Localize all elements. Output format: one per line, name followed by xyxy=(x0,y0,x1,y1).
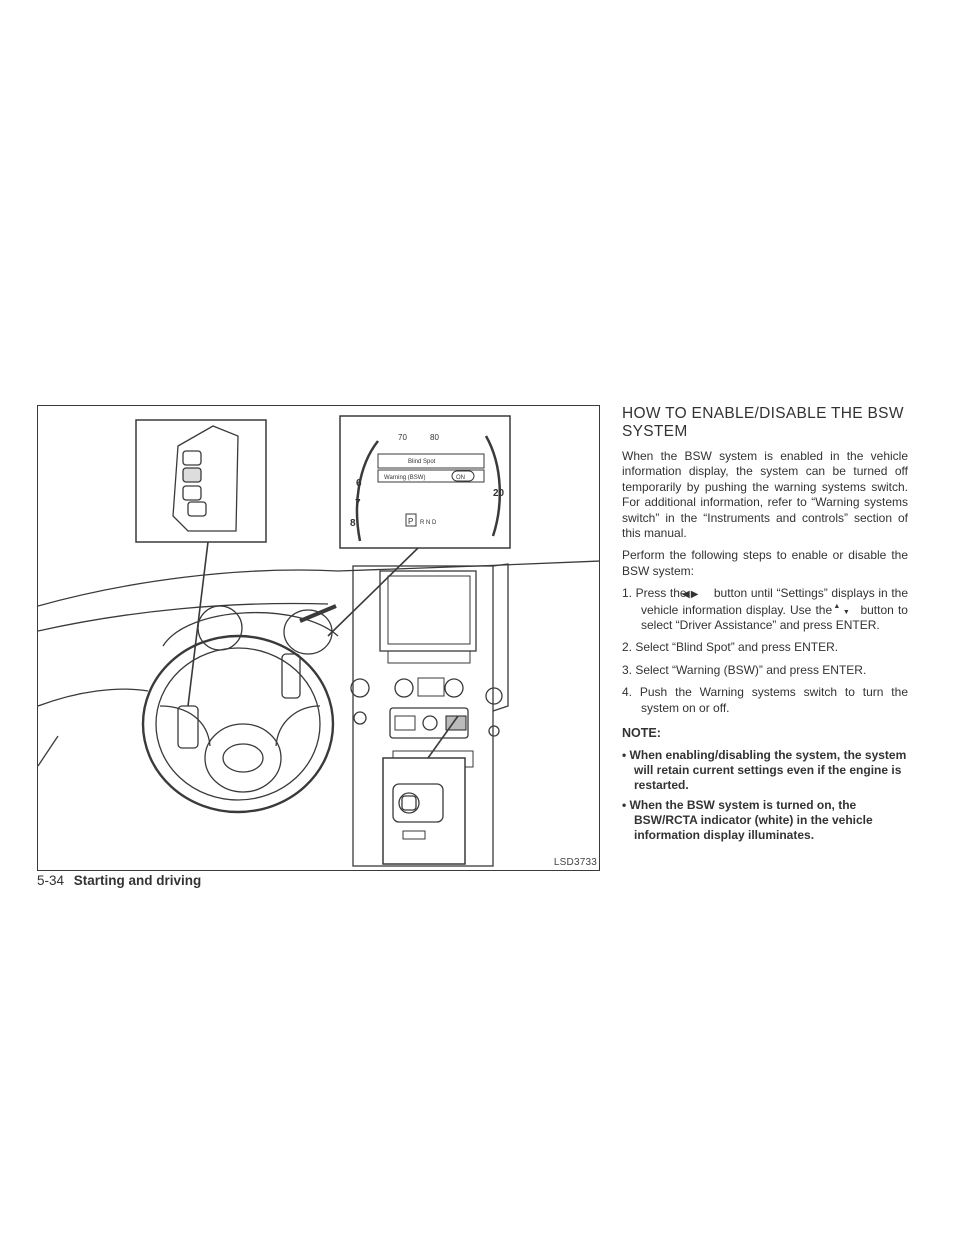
cluster-speed-b: 80 xyxy=(430,433,439,442)
step-1-part-a: 1. Press the xyxy=(622,586,687,601)
step-1-part-b: button until “Settings” displays in the vehicle information display. Use the xyxy=(641,586,909,617)
figure-code: LSD3733 xyxy=(553,857,597,868)
step-2: 2. Select “Blind Spot” and press ENTER. xyxy=(622,640,839,655)
step-1 xyxy=(622,586,908,633)
note-bullet-1: • When enabling/disabling the system, the system will retain current settings even if the engine is restarted. xyxy=(622,747,907,792)
dashboard-drawing xyxy=(38,406,600,871)
tach-6: 6 xyxy=(356,478,362,489)
cluster-gears: R N D xyxy=(420,520,437,526)
section-heading: HOW TO ENABLE/DISABLE THE BSW SYSTEM xyxy=(622,405,904,440)
cluster-gear-selected: P xyxy=(408,517,414,526)
dashboard-illustration xyxy=(37,405,600,871)
up-down-arrow-icon: ▲ ▼ xyxy=(833,603,850,617)
tach-7: 7 xyxy=(355,498,361,509)
text-column xyxy=(622,405,908,848)
step-3: 3. Select “Warning (BSW)” and press ENTER. xyxy=(622,662,867,677)
step-4: 4. Push the Warning systems switch to turn the system on or off. xyxy=(622,685,908,715)
tach-8: 8 xyxy=(350,518,356,529)
cluster-speed-a: 70 xyxy=(398,433,407,442)
intro-paragraph: When the BSW system is enabled in the vehicle information display, the system can be turned off temporarily by pushing the warning systems switch. For additional information, refer to “Warning systems switch” in the “Instruments and controls” section of this manual. xyxy=(622,449,908,541)
note-bullet-2: • When the BSW system is turned on, the BSW/RCTA indicator (white) in the vehicle information display illuminates. xyxy=(622,797,873,842)
section-name: Starting and driving xyxy=(73,873,202,888)
cluster-menu-title: Blind Spot xyxy=(408,459,436,465)
left-right-arrow-icon: ◀▶ xyxy=(682,589,700,601)
page-footer xyxy=(37,873,201,888)
steps-intro: Perform the following steps to enable or disable the BSW system: xyxy=(622,548,908,578)
cluster-menu-state: ON xyxy=(456,475,465,481)
step-1-part-c: button to select “Driver Assistance” and press ENTER. xyxy=(641,602,908,633)
note-title: NOTE: xyxy=(622,726,661,741)
page-number: 5-34 xyxy=(37,873,65,888)
speedo-20: 20 xyxy=(493,488,505,499)
cluster-menu-item: Warning (BSW) xyxy=(384,475,426,481)
